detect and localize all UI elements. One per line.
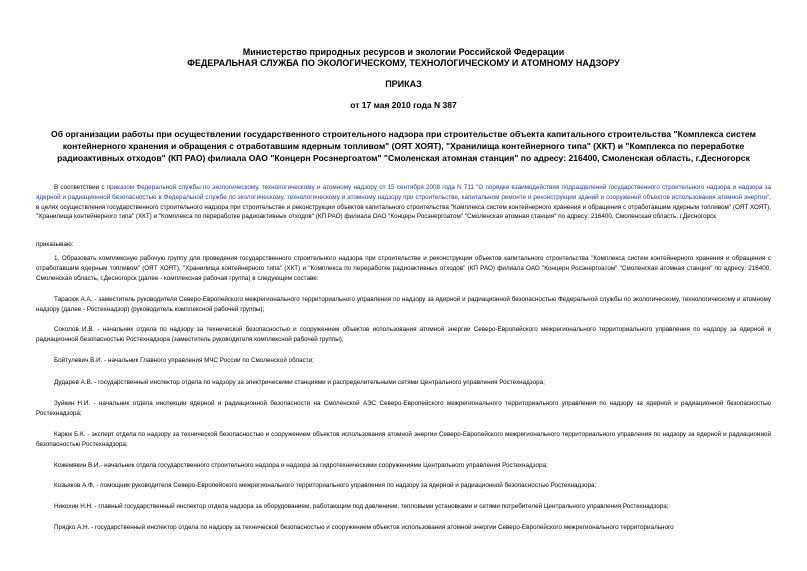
member-zuykin: Зуйкин Н.И. - начальник отдела инспекции ядерной и радиационной безопасности на Смоленской АЭС Северо-Европейского межрегионального территориального управления по надзору за ядерной и радиационной безопасностью Ростехнадзора; — [36, 400, 771, 417]
ministry-name: Министерство природных ресурсов и экологии Российской Федерации — [242, 47, 565, 57]
preamble-before-link: В соответствии с — [54, 184, 107, 191]
document-date: от 17 мая 2010 года N 387 — [350, 100, 457, 110]
order-word: приказываю: — [36, 241, 74, 248]
item-1: 1. Образовать комплексную рабочую группу для проведения государственного строительного надзора при строительстве и реконструкции объектов капитального строительства "Комплекса систем контейнерного хранения и обращения с отработавшим ядерным топливом" (ОЯТ ХОЯТ), "Хранилища контейнерного типа" (ХКТ) и "Комплекса по переработке радиоактивных отходов" (КП РАО) филиала ОАО "Концерн Росэнергоатом" "Смоленская атомная станция" по адресу: 216400, Смоленская область, г.Десногорск (далее - комплексная рабочая группа) в следующем составе: — [36, 255, 771, 282]
member-kozhemyakin: Кожемякин В.И.- начальник отдела государственного строительного надзора и надзора за гидротехническими сооружениями Центрального управления Ростехнадзора; — [54, 462, 548, 469]
member-pryadko: Прядко А.Н. - государственный инспектор отдела по надзору за технической безопасностью и сооружением объектов использования атомной энергии Северо-Европейского межрегионального территориального — [54, 524, 674, 531]
document-title: Об организации работы при осуществлении государственного строительного надзора при строительстве объекта капитального строительства "Комплекса систем контейнерного хранения и обращения с отработавшим ядерным топливом" (ОЯТ ХОЯТ), "Хранилища контейнерного типа" (ХКТ) и "Комплекса по переработке радиоактивных отходов" (КП РАО) филиала ОАО "Концерн Росэнергоатом" "Смоленская атомная станция" по адресу: 216400, Смоленская область, г.Десногорск — [51, 129, 756, 163]
member-boytulevich: Бойтулевич В.И. - начальник Главного управления МЧС России по Смоленской области; — [54, 357, 314, 364]
member-karyuk: Карюк Б.К. - эксперт отдела по надзору за технической безопасностью и сооружением объектов использования атомной энергии Северо-Европейского межрегионального территориального управления по надзору за ядерной и радиационной безопасностью Ростехнадзора; — [36, 431, 771, 448]
member-kozyakov: Козьяков А.Ф. - помощник руководителя Северо-Европейского межрегионального территориального управления по надзору за ядерной и радиационной безопасностью Ростехнадзора; — [54, 482, 597, 489]
member-sokolov: Соколов И.В. - начальник отдела по надзору за технической безопасностью и сооружением объектов использования атомной энергии Северо-Европейского межрегионального территориального управления по надзору за ядерной и радиационной безопасностью Ростехнадзора (заместитель руководителя комплексной рабочей группы); — [36, 326, 771, 343]
preamble-after-link: , в целях осуществления государственного строительного надзора при строительстве и реконструкции объектов капитального строительства "Комплекса систем контейнерного хранения и обращения с отработавшим ядерным топливом" (ОЯТ ХОЯТ), "Хранилища контейнерного типа" (ХКТ) и "Комплекса по переработке радиоактивных отходов" (КП РАО) филиала ОАО "Концерн Росэнергоатом" "Смоленская атомная станция" по адресу: 216400, Смоленская область, г.Десногорск — [36, 193, 771, 221]
order-711-link[interactable]: приказом Федеральной службы по экологическому, технологическому и атомному надзору от 15 сентября 2008 года N 711 "О порядке взаимодействия подразделений государственного строительного надзора и надзора за ядерной и радиационной безопасностью в Федеральной службе по экологическому, технологическому и атомному надзору при строительстве, капитальном ремонте и реконструкции зданий и сооружений объектов использования атомной энергии" — [36, 184, 772, 201]
member-nikokhin: Никохин Н.Н. - главный государственный инспектор отдела надзора за оборудованием, работающим под давлением, тепловыми установками и сетями потребителей Центрального управления Ростехнадзора; — [54, 503, 669, 510]
preamble-paragraph — [36, 183, 771, 222]
member-dudarev: Дударев А.В. - государственный инспектор отдела по надзору за электрическими станциями и распределительными сетями Центрального управления Ростехнадзора; — [54, 379, 545, 386]
member-tarasyuk: Тарасюк А.А. - заместитель руководителя Северо-Европейского межрегионального территориального управления по надзору за ядерной и радиационной безопасностью Федеральной службы по экологическому, технологическому и атомному надзору (далее - Ростехнадзор) (руководитель комплексной рабочей группы); — [36, 296, 771, 313]
document-type: ПРИКАЗ — [385, 79, 422, 89]
service-name: ФЕДЕРАЛЬНАЯ СЛУЖБА ПО ЭКОЛОГИЧЕСКОМУ, ТЕХНОЛОГИЧЕСКОМУ И АТОМНОМУ НАДЗОРУ — [187, 58, 620, 68]
